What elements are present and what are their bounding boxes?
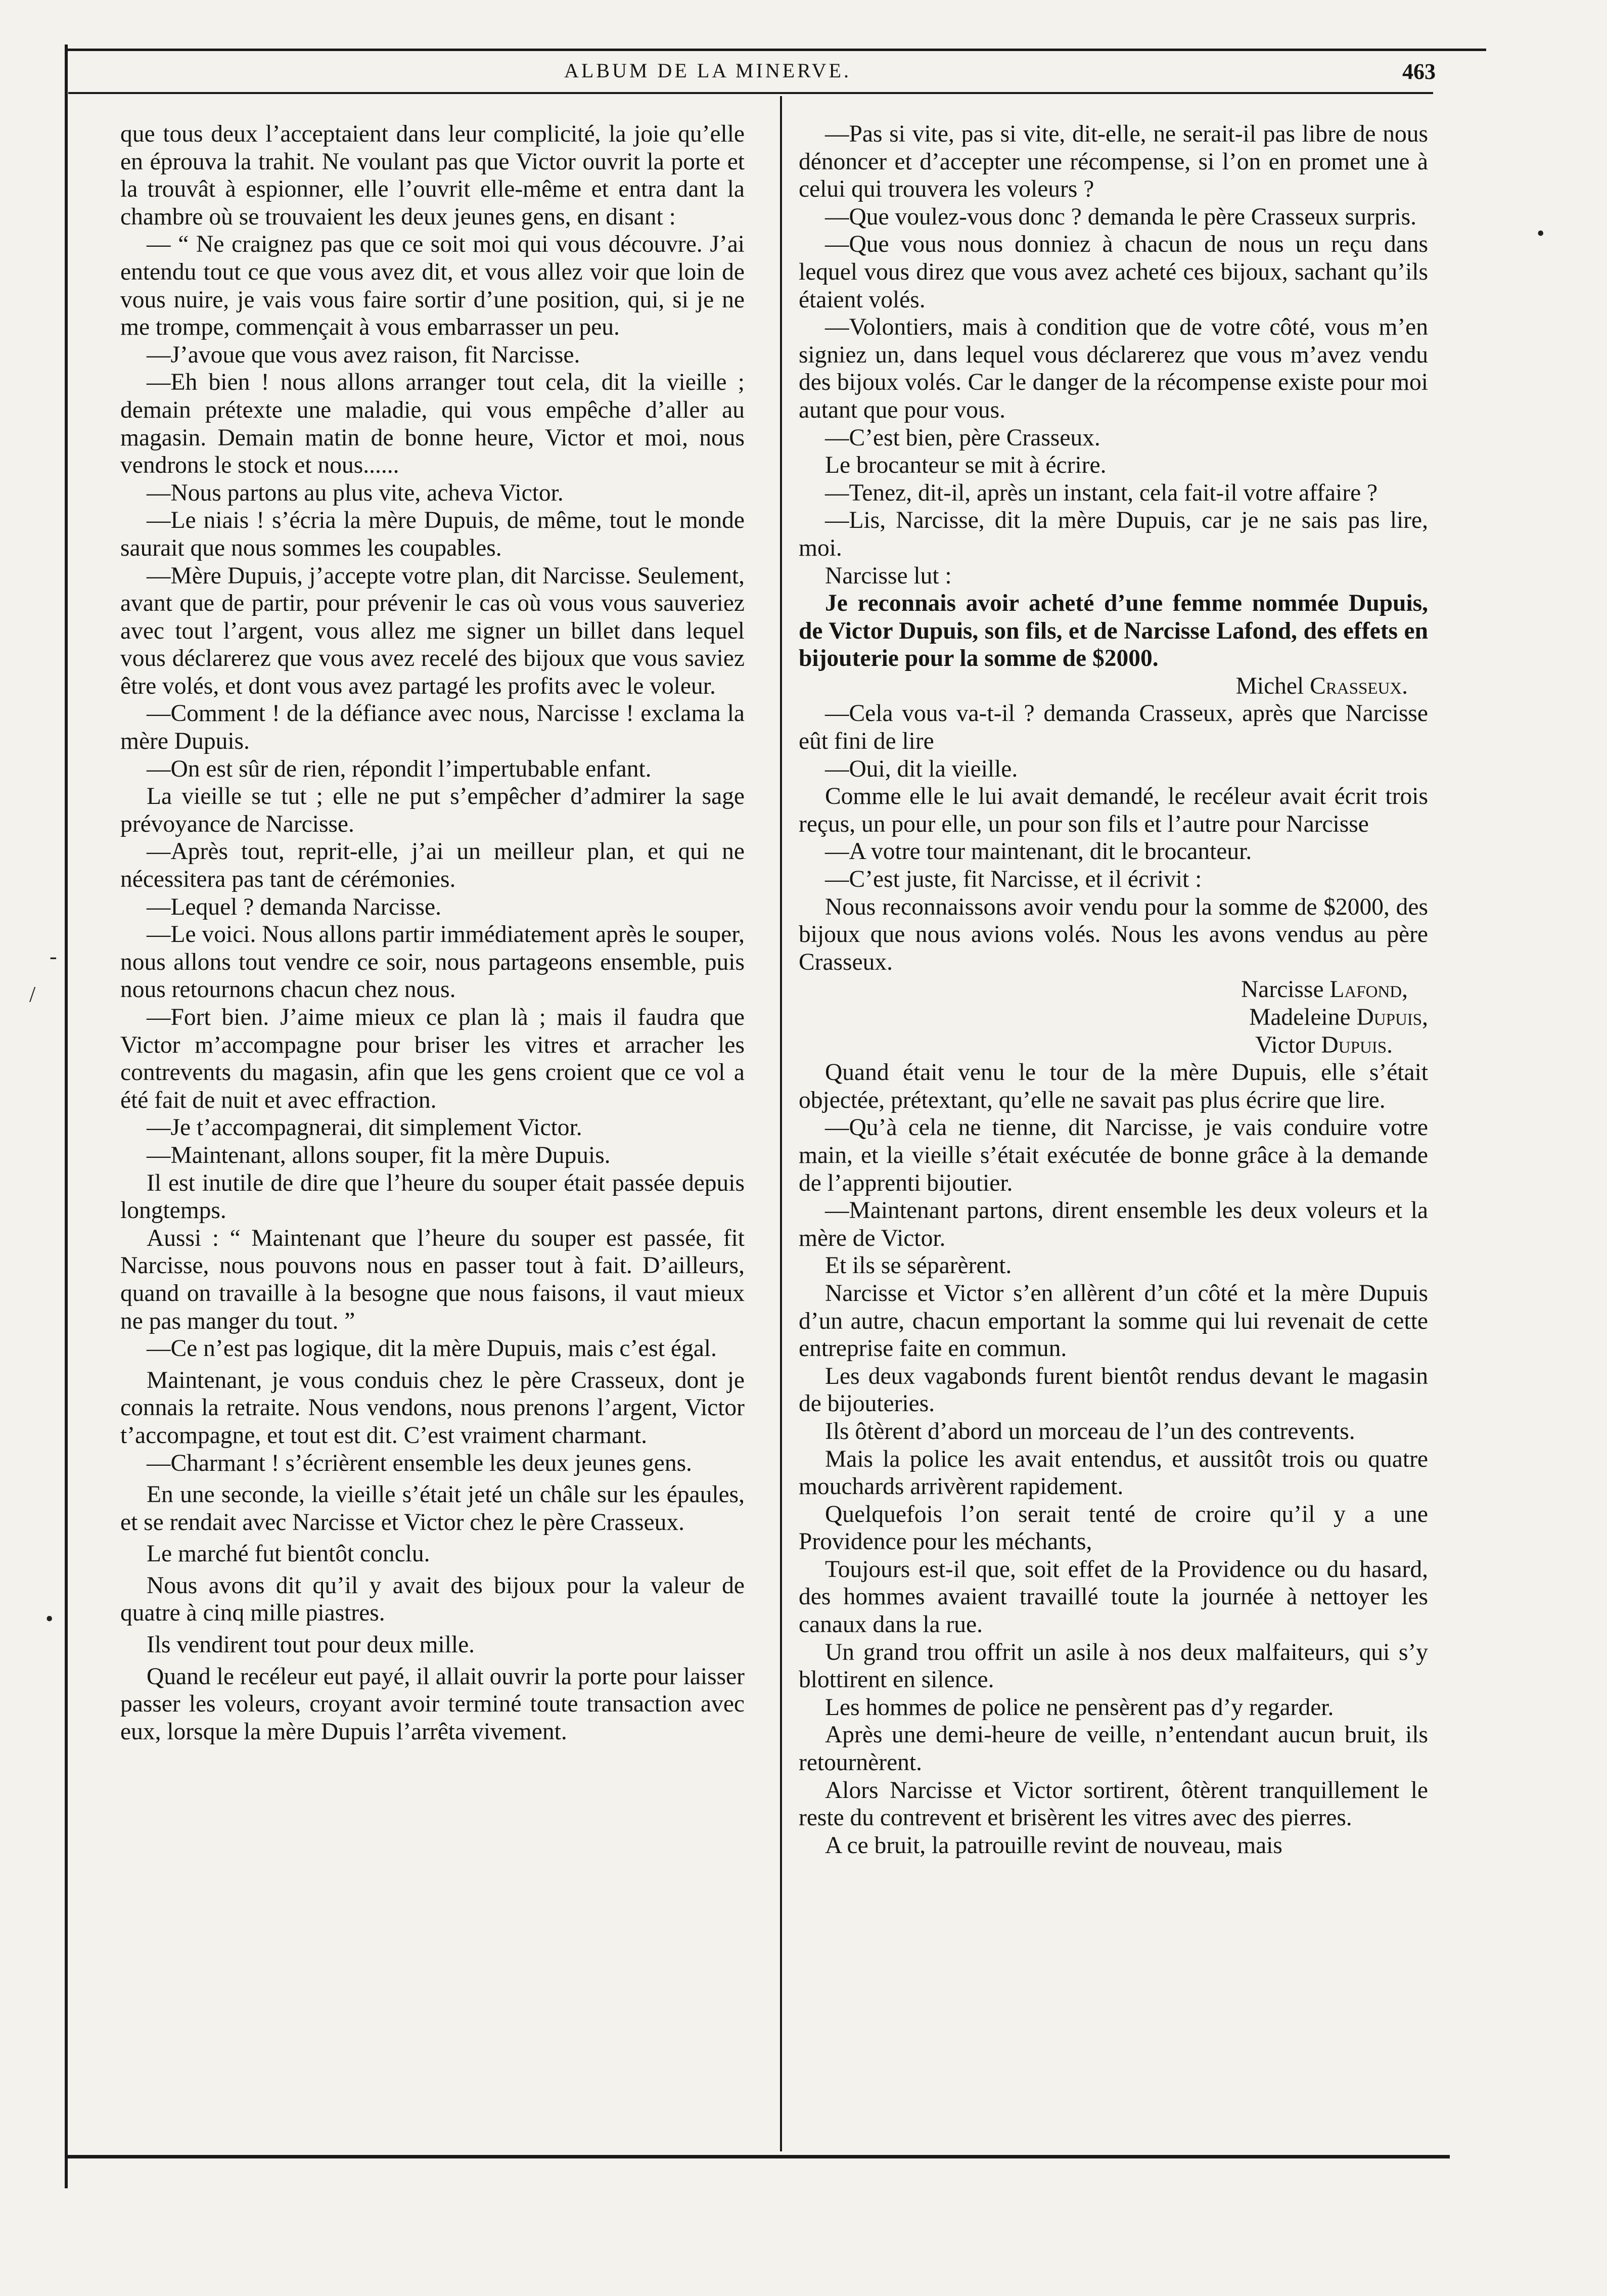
- paragraph: Aussi : “ Maintenant que l’heure du souper est passée, fit Narcisse, nous pouvons nous en passer tout à fait. D’ailleurs, quand on travaille à la besogne que nous faisons, il vaut mieux ne pas manger du tout. ”: [120, 1225, 745, 1334]
- paragraph: Il est inutile de dire que l’heure du souper était passée depuis longtemps.: [120, 1169, 745, 1224]
- paragraph: —Pas si vite, pas si vite, dit-elle, ne serait-il pas libre de nous dénoncer et d’accepter une récompense, si l’on en promet une à celui qui trouvera les voleurs ?: [799, 121, 1428, 203]
- ink-speck: /: [29, 982, 36, 1007]
- column-divider: [780, 96, 782, 2151]
- paragraph: Un grand trou offrit un asile à nos deux malfaiteurs, qui s’y blottirent en silence.: [799, 1639, 1428, 1693]
- receipt-text: Je reconnais avoir acheté d’une femme nommée Dupuis, de Victor Dupuis, son fils, et de Narcisse Lafond, des effets en bijouterie pour la somme de $2000.: [799, 590, 1428, 672]
- paragraph: Narcisse lut :: [825, 562, 952, 589]
- paragraph: —Lis, Narcisse, dit la mère Dupuis, car je ne sais pas lire, moi.: [799, 507, 1428, 561]
- paragraph: Quand était venu le tour de la mère Dupuis, elle s’était objectée, prétextant, qu’elle ne savait pas plus écrire que lire.: [799, 1059, 1428, 1113]
- paragraph: Narcisse et Victor s’en allèrent d’un côté et la mère Dupuis d’un autre, chacun emportant la somme qui lui revenait de cette entreprise faite en commun.: [799, 1280, 1428, 1362]
- paragraph: —Ce n’est pas logique, dit la mère Dupuis, mais c’est égal.: [147, 1335, 717, 1362]
- declaration-text: Nous reconnaissons avoir vendu pour la somme de $2000, des bijoux que nous avions volés. Nous les avons vendus au père Crasseux.: [799, 893, 1428, 975]
- paragraph: Les deux vagabonds furent bientôt rendus devant le magasin de bijouteries.: [799, 1363, 1428, 1417]
- paragraph: —Que vous nous donniez à chacun de nous un reçu dans lequel vous direz que vous avez acheté ces bijoux, sachant qu’ils étaient volés.: [799, 231, 1428, 313]
- paragraph: —C’est bien, père Crasseux.: [825, 424, 1100, 451]
- paragraph: —J’avoue que vous avez raison, fit Narcisse.: [147, 341, 580, 368]
- ink-speck: •: [45, 1606, 54, 1631]
- paragraph: Mais la police les avait entendus, et aussitôt trois ou quatre mouchards arrivèrent rapidement.: [799, 1446, 1428, 1500]
- receipt-signature: Michel Crasseux.: [1235, 672, 1408, 699]
- paragraph: —Maintenant, allons souper, fit la mère Dupuis.: [147, 1142, 611, 1168]
- paragraph: —Maintenant partons, dirent ensemble les deux voleurs et la mère de Victor.: [799, 1197, 1428, 1251]
- paragraph: —Cela vous va-t-il ? demanda Crasseux, après que Narcisse eût fini de lire: [799, 700, 1428, 755]
- paragraph: Alors Narcisse et Victor sortirent, ôtèrent tranquillement le reste du contrevent et brisèrent les vitres avec des pierres.: [799, 1777, 1428, 1831]
- paragraph: Toujours est-il que, soit effet de la Providence ou du hasard, des hommes avaient travaillé toute la journée à nettoyer les canaux dans la rue.: [799, 1556, 1428, 1638]
- paragraph: Comme elle le lui avait demandé, le recéleur avait écrit trois reçus, un pour elle, un pour son fils et l’autre pour Narcisse: [799, 783, 1428, 837]
- paragraph: —Que voulez-vous donc ? demanda le père Crasseux surpris.: [825, 203, 1416, 230]
- paragraph: La vieille se tut ; elle ne put s’empêcher d’admirer la sage prévoyance de Narcisse.: [120, 783, 745, 837]
- paragraph: En une seconde, la vieille s’était jeté un châle sur les épaules, et se rendait avec Narcisse et Victor chez le père Crasseux.: [120, 1481, 745, 1536]
- paragraph: Quand le recéleur eut payé, il allait ouvrir la porte pour laisser passer les voleurs, croyant avoir terminé toute transaction avec eux, lorsque la mère Dupuis l’arrêta vivement.: [120, 1663, 745, 1745]
- paragraph: Ils ôtèrent d’abord un morceau de l’un des contrevents.: [825, 1418, 1355, 1445]
- paragraph: A ce bruit, la patrouille revint de nouveau, mais: [825, 1832, 1282, 1859]
- paragraph: Quelquefois l’on serait tenté de croire qu’il y a une Providence pour les méchants,: [799, 1501, 1428, 1555]
- ink-speck: -: [50, 944, 57, 969]
- paragraph: —On est sûr de rien, répondit l’impertubable enfant.: [147, 755, 652, 782]
- paragraph: —Eh bien ! nous allons arranger tout cela, dit la vieille ; demain prétexte une maladie, qui vous empêche d’aller au magasin. Demain matin de bonne heure, Victor et moi, nous vendrons le stock et nous......: [120, 369, 745, 479]
- paragraph: —Lequel ? demanda Narcisse.: [147, 893, 441, 920]
- paragraph: —Mère Dupuis, j’accepte votre plan, dit Narcisse. Seulement, avant que de partir, pour prévenir le cas où vous vous sauveriez avec tout l’argent, vous allez me signer un billet dans lequel vous déclarerez que vous avez recelé des bijoux que vous saviez être volés, et dont vous avez partagé les profits avec le voleur.: [120, 562, 745, 699]
- paragraph: Maintenant, je vous conduis chez le père Crasseux, dont je connais la retraite. Nous vendons, nous prenons l’argent, Victor t’accompagne, et tout est dit. C’est vraiment charmant.: [120, 1367, 745, 1449]
- paragraph: Le brocanteur se mit à écrire.: [825, 452, 1107, 479]
- paragraph: que tous deux l’acceptaient dans leur complicité, la joie qu’elle en éprouva la trahit. Ne voulant pas que Victor ouvrit la porte et la trouvât à espionner, elle l’ouvrit elle-même et entra dant la chambre où se trouvaient les deux jeunes gens, en disant :: [120, 121, 745, 230]
- paragraph: —Tenez, dit-il, après un instant, cela fait-il votre affaire ?: [825, 479, 1378, 506]
- bottom-rule: [65, 2155, 1450, 2158]
- paragraph: —Oui, dit la vieille.: [825, 755, 1018, 782]
- ink-speck: •: [1537, 221, 1545, 246]
- page-frame-left-rule: [65, 44, 68, 2188]
- running-head: ALBUM DE LA MINERVE.: [564, 59, 851, 82]
- paragraph: —Volontiers, mais à condition que de votre côté, vous m’en signiez un, dans lequel vous déclarerez que vous m’avez vendu des bijoux volés. Car le danger de la récompense existe pour moi autant que pour vous.: [799, 314, 1428, 423]
- declaration-signature-1: Narcisse Lafond,: [1241, 976, 1408, 1003]
- paragraph: —Après tout, reprit-elle, j’ai un meilleur plan, et qui ne nécessitera pas tant de cérémonies.: [120, 838, 745, 893]
- right-column: [799, 120, 1428, 1859]
- paragraph: —A votre tour maintenant, dit le brocanteur.: [825, 838, 1252, 865]
- left-column: [120, 120, 745, 1745]
- declaration-signature-2: Madeleine Dupuis,: [1249, 1004, 1428, 1030]
- top-rule: [65, 49, 1486, 51]
- paragraph: —C’est juste, fit Narcisse, et il écrivit :: [825, 866, 1202, 893]
- paragraph: Ils vendirent tout pour deux mille.: [147, 1632, 475, 1658]
- paragraph: —Qu’à cela ne tienne, dit Narcisse, je vais conduire votre main, et la vieille s’était exécutée de bonne grâce à la demande de l’apprenti bijoutier.: [799, 1114, 1428, 1196]
- paragraph: Les hommes de police ne pensèrent pas d’y regarder.: [825, 1694, 1334, 1721]
- paragraph: Le marché fut bientôt conclu.: [147, 1541, 430, 1567]
- paragraph: —Comment ! de la défiance avec nous, Narcisse ! exclama la mère Dupuis.: [120, 700, 745, 755]
- page-number: 463: [1402, 59, 1436, 84]
- paragraph: —Fort bien. J’aime mieux ce plan là ; mais il faudra que Victor m’accompagne pour briser les vitres et arracher les contrevents du magasin, afin que les gens croient que ce vol a été fait de nuit et avec effraction.: [120, 1004, 745, 1113]
- paragraph: — “ Ne craignez pas que ce soit moi qui vous découvre. J’ai entendu tout ce que vous avez dit, et vous allez voir que loin de vous nuire, je vais vous faire sortir d’une position, qui, si je ne me trompe, commençait à vous embarrasser un peu.: [120, 231, 745, 341]
- paragraph: —Le voici. Nous allons partir immédiatement après le souper, nous allons tout vendre ce soir, nous partageons ensemble, puis nous retournons chacun chez nous.: [120, 921, 745, 1003]
- paragraph: Et ils se séparèrent.: [825, 1252, 1012, 1279]
- paragraph: Nous avons dit qu’il y avait des bijoux pour la valeur de quatre à cinq mille piastres.: [120, 1572, 745, 1627]
- header-rule: [68, 92, 1433, 94]
- paragraph: —Le niais ! s’écria la mère Dupuis, de même, tout le monde saurait que nous sommes les coupables.: [120, 507, 745, 561]
- declaration-signature-3: Victor Dupuis.: [1255, 1031, 1393, 1058]
- paragraph: —Nous partons au plus vite, acheva Victor.: [147, 479, 564, 506]
- paragraph: —Charmant ! s’écrièrent ensemble les deux jeunes gens.: [147, 1450, 692, 1476]
- paragraph: —Je t’accompagnerai, dit simplement Victor.: [147, 1114, 582, 1141]
- paragraph: Après une demi-heure de veille, n’entendant aucun bruit, ils retournèrent.: [799, 1722, 1428, 1776]
